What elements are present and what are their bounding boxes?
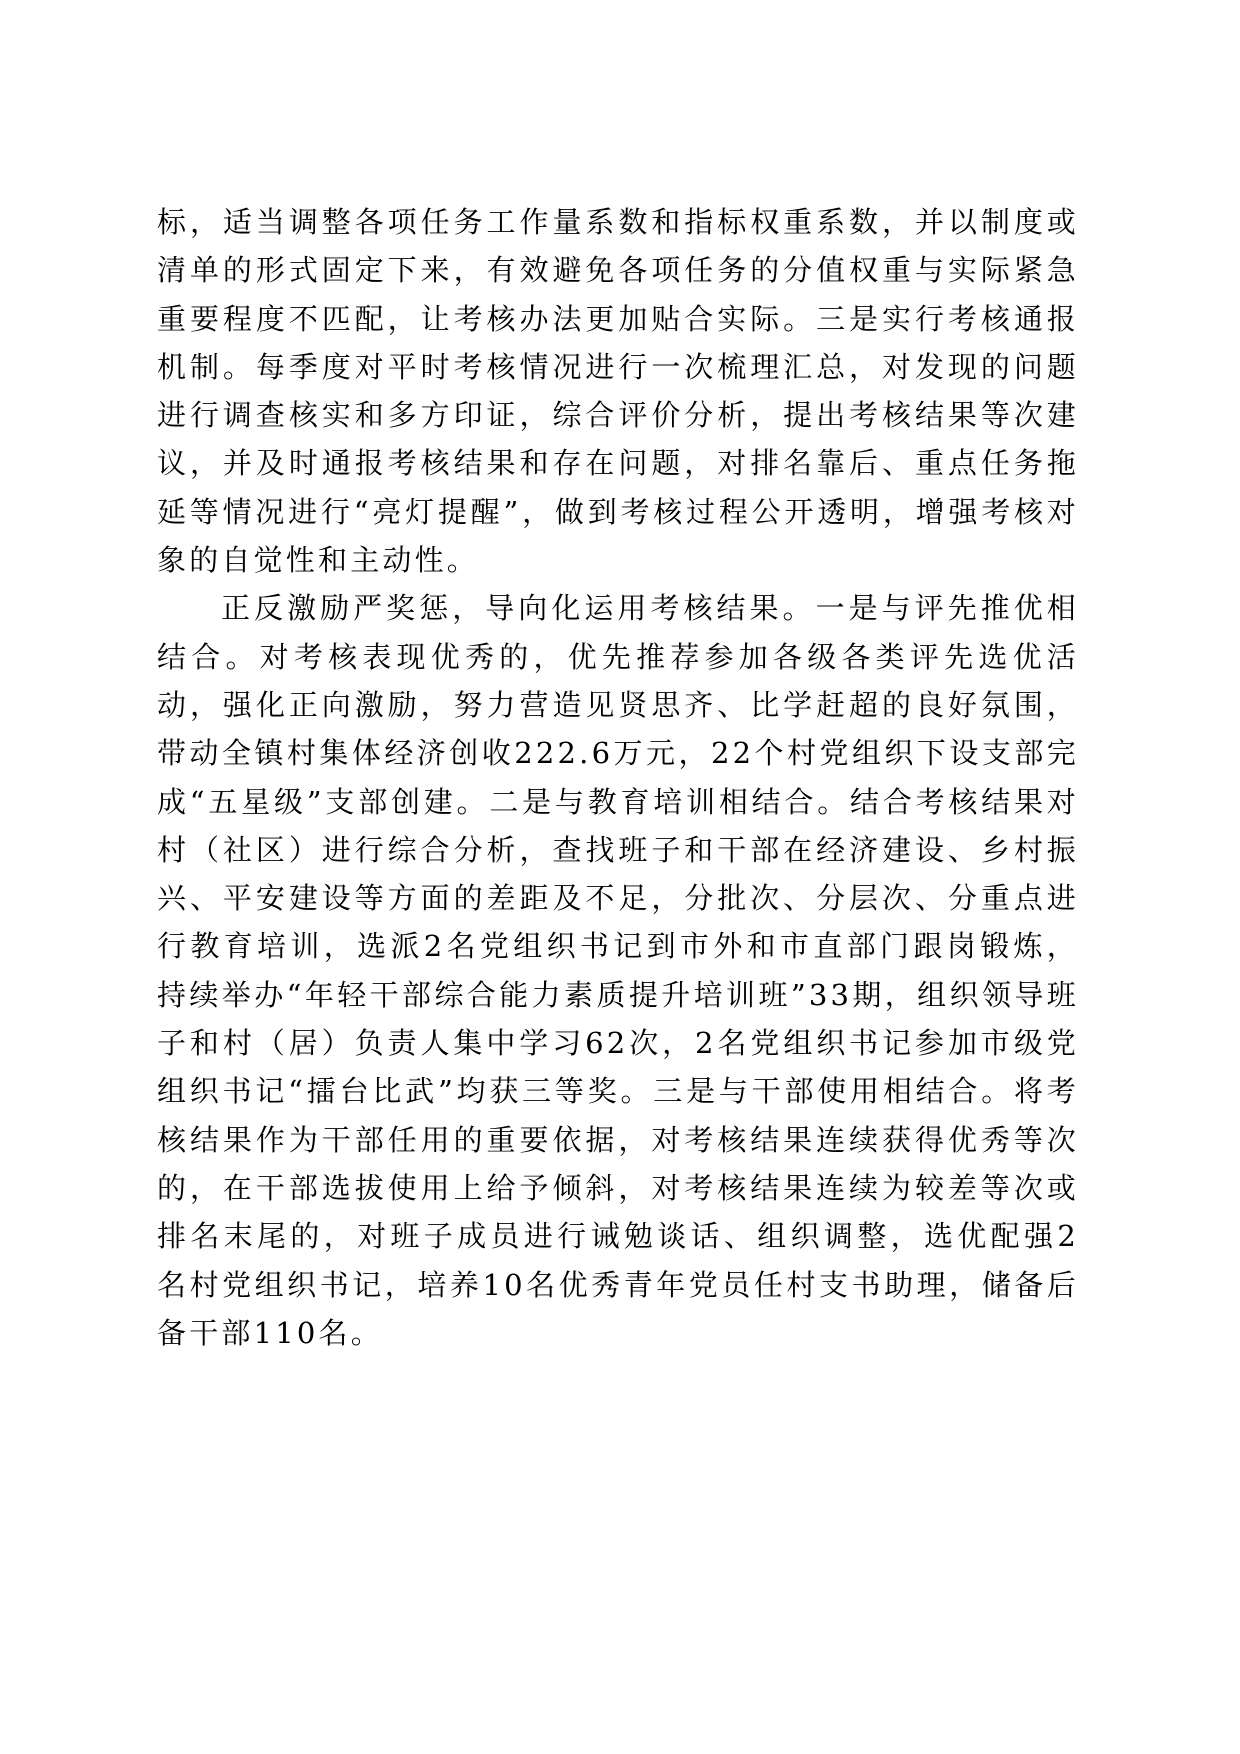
paragraph-incentives: 正反激励严奖惩，导向化运用考核结果。一是与评先推优相结合。对考核表现优秀的，优先推荐参加各级各类评先选优活动，强化正向激励，努力营造见贤思齐、比学赶超的良好氛围，带动全镇村集体经济创收222.6万元，22个村党组织下设支部完成“五星级”支部创建。二是与教育培训相结合。结合考核结果对村（社区）进行综合分析，查找班子和干部在经济建设、乡村振兴、平安建设等方面的差距及不足，分批次、分层次、分重点进行教育培训，选派2名党组织书记到市外和市直部门跟岗锻炼，持续举办“年轻干部综合能力素质提升培训班”33期，组织领导班子和村（居）负责人集中学习62次，2名党组织书记参加市级党组织书记“擂台比武”均获三等奖。三是与干部使用相结合。将考核结果作为干部任用的重要依据，对考核结果连续获得优秀等次的，在干部选拔使用上给予倾斜，对考核结果连续为较差等次或排名末尾的，对班子成员进行诫勉谈话、组织调整，选优配强2名村党组织书记，培养10名优秀青年党员任村支书助理，储备后备干部110名。	[157, 591, 1079, 1350]
document-body	[157, 198, 1079, 1357]
paragraph-continuation: 标，适当调整各项任务工作量系数和指标权重系数，并以制度或清单的形式固定下来，有效避免各项任务的分值权重与实际紧急重要程度不匹配，让考核办法更加贴合实际。三是实行考核通报机制。每季度对平时考核情况进行一次梳理汇总，对发现的问题进行调查核实和多方印证，综合评价分析，提出考核结果等次建议，并及时通报考核结果和存在问题，对排名靠后、重点任务拖延等情况进行“亮灯提醒”，做到考核过程公开透明，增强考核对象的自觉性和主动性。	[157, 205, 1079, 578]
